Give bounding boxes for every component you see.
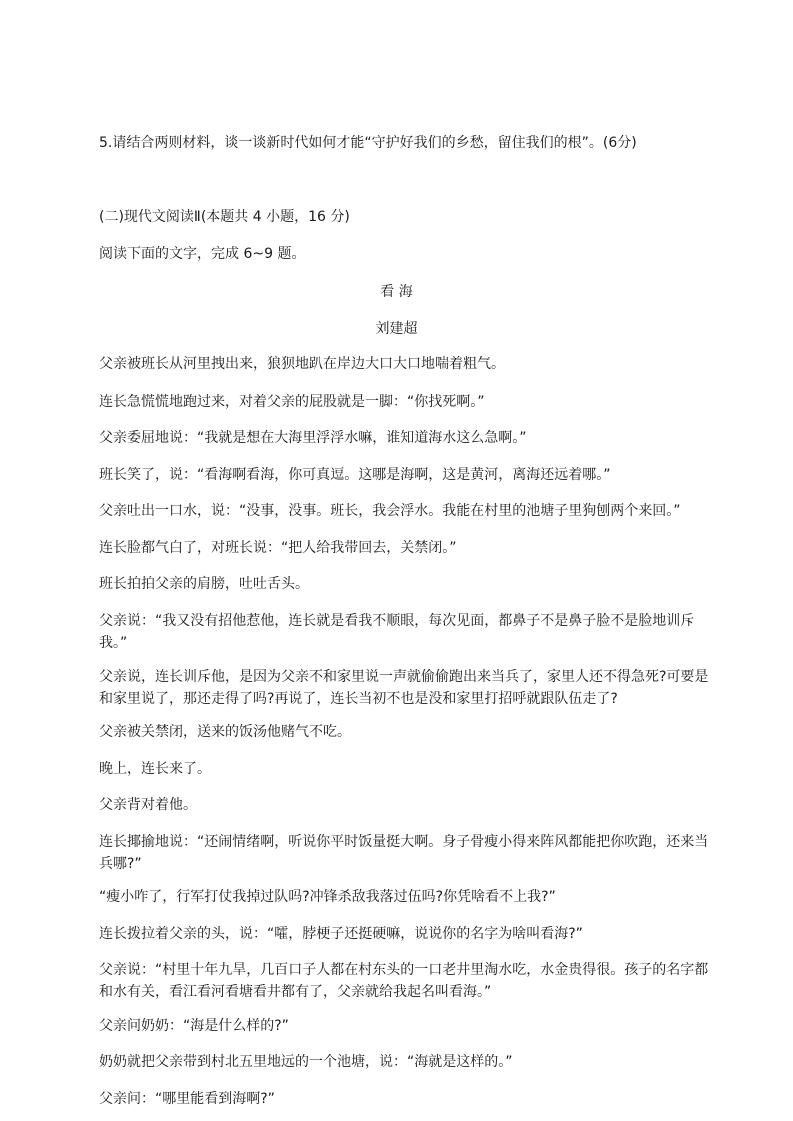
paragraph: 班长拍拍父亲的肩膀，吐吐舌头。 <box>99 576 309 592</box>
paragraph: 父亲背对着他。 <box>99 797 197 813</box>
paragraph: 父亲问奶奶：“海是什么样的?” <box>99 1018 289 1034</box>
paragraph: 父亲委屈地说：“我就是想在大海里浮浮水嘛，谁知道海水这么急啊。” <box>99 430 527 446</box>
paragraph: 晚上，连长来了。 <box>99 761 211 777</box>
paragraph: 父亲被关禁闭，送来的饭汤他赌气不吃。 <box>99 724 351 740</box>
paragraph: 父亲说：“村里十年九旱，几百口子人都在村东头的一口老井里淘水吃，水金贵得很。孩子的名字都和水有关，看江看河看塘看井都有了，父亲就给我起名叫看海。” <box>99 962 709 1000</box>
paragraph: 父亲问：“哪里能看到海啊?” <box>99 1091 275 1107</box>
paragraph: 连长拨拉着父亲的头，说：“嚯，脖梗子还挺硬嘛，说说你的名字为啥叫看海?” <box>99 926 583 942</box>
paragraph: “瘦小咋了，行军打仗我掉过队吗?冲锋杀敌我落过伍吗?你凭啥看不上我?” <box>99 889 556 905</box>
paragraph: 父亲吐出一口水，说：“没事，没事。班长，我会浮水。我能在村里的池塘子里狗刨两个来回。” <box>99 503 681 519</box>
section-title: (二)现代文阅读Ⅱ(本题共 4 小题，16 分) <box>99 209 350 225</box>
article-title: 看 海 <box>380 284 413 300</box>
paragraph: 班长笑了，说：“看海啊看海，你可真逗。这哪是海啊，这是黄河，离海还远着哪。” <box>99 467 611 483</box>
paragraph: 父亲说：“我又没有招他惹他，连长就是看我不顺眼，每次见面，都鼻子不是鼻子脸不是脸地训斥我。” <box>99 613 695 651</box>
article-author: 刘建超 <box>375 321 418 337</box>
question-5: 5.请结合两则材料，谈一谈新时代如何才能“守护好我们的乡愁，留住我们的根”。(6分) <box>99 135 637 151</box>
reading-instruction: 阅读下面的文字，完成 6~9 题。 <box>99 246 306 262</box>
paragraph: 父亲说，连长训斥他，是因为父亲不和家里说一声就偷偷跑出来当兵了，家里人还不得急死?可要是和家里说了，那还走得了吗?再说了，连长当初不也是没和家里打招呼就跟队伍走了? <box>99 669 709 707</box>
paragraph: 连长脸都气白了，对班长说：“把人给我带回去，关禁闭。” <box>99 540 457 556</box>
paragraph: 连长急慌慌地跑过来，对着父亲的屁股就是一脚：“你找死啊。” <box>99 394 485 410</box>
paragraph: 父亲被班长从河里拽出来，狼狈地趴在岸边大口大口地喘着粗气。 <box>99 356 505 372</box>
paragraph: 连长揶揄地说：“还闹情绪啊，听说你平时饭量挺大啊。身子骨瘦小得来阵风都能把你吹跑，还来当兵哪?” <box>99 834 709 872</box>
paragraph: 奶奶就把父亲带到村北五里地远的一个池塘，说：“海就是这样的。” <box>99 1054 513 1070</box>
